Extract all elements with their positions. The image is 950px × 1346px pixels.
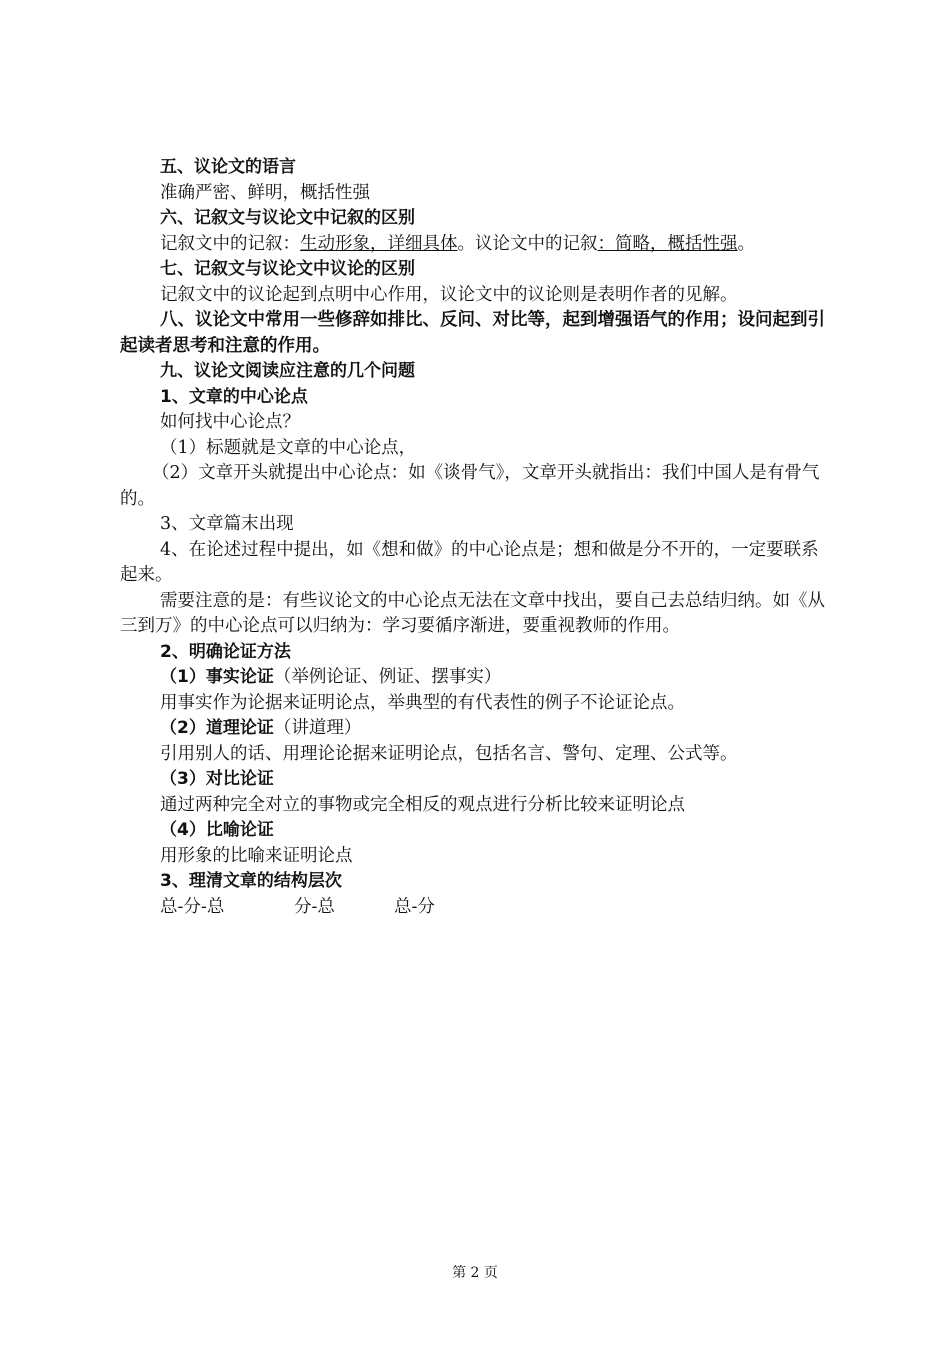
narrative-label: 记叙文中的记叙：	[160, 233, 300, 254]
section-7-title: 七、记叙文与议论文中议论的区别	[160, 259, 415, 279]
section-5-title: 五、议论文的语言	[160, 157, 296, 177]
point-1-title: 1、文章的中心论点	[160, 386, 308, 407]
section-9-title: 九、议论文阅读应注意的几个问题	[160, 361, 415, 381]
section-6-text	[160, 232, 828, 258]
section-7-text: 记叙文中的议论起到点明中心作用，议论文中的议论则是表明作者的见解。	[160, 284, 738, 305]
point-1-note: 需要注意的是：有些议论文的中心论点无法在文章中找出，要自己去总结归纳。如《从三到万》的中心论点可以归纳为：学习要循序渐进，要重视教师的作用。	[120, 590, 825, 636]
point-1-question: 如何找中心论点？	[160, 412, 300, 432]
method-1-text: 用事实作为论据来证明论点，举典型的有代表性的例子不论证论点。	[160, 692, 685, 713]
method-2-heading	[160, 716, 828, 742]
method-4-text: 用形象的比喻来证明论点	[160, 845, 353, 866]
structure-types	[160, 895, 828, 921]
method-2-text: 引用别人的话、用理论论据来证明论点，包括名言、警句、定理、公式等。	[160, 743, 738, 764]
section-6-title: 六、记叙文与议论文中记叙的区别	[160, 208, 415, 228]
page-number: 第 2 页	[452, 1265, 498, 1281]
structure-type: 总-分	[394, 896, 435, 917]
point-1-item-4: 4、在论述过程中提出，如《想和做》的中心论点是；想和做是分不开的，一定要联系起来。	[120, 539, 819, 585]
structure-type: 分-总	[294, 896, 335, 917]
method-1-note: （举例论证、例证、摆事实）	[273, 667, 502, 687]
method-2-note: （讲道理）	[273, 718, 362, 738]
point-2-title: 2、明确论证方法	[160, 641, 291, 662]
method-2-title: （2）道理论证	[160, 718, 274, 738]
method-1-title: （1）事实论证	[160, 667, 274, 687]
period: 。	[737, 233, 755, 254]
point-1-item-3: 3、文章篇末出现	[160, 514, 294, 534]
method-3-text: 通过两种完全对立的事物或完全相反的观点进行分析比较来证明论点	[160, 794, 685, 815]
method-3-title: （3）对比论证	[160, 769, 274, 789]
point-1-item-1: （1）标题就是文章的中心论点，	[160, 437, 417, 458]
method-4-title: （4）比喻论证	[160, 820, 274, 840]
document-body	[120, 155, 828, 920]
method-1-heading	[160, 665, 828, 691]
section-8-text: 八、议论文中常用一些修辞如排比、反问、对比等，起到增强语气的作用；设问起到引起读者思考和注意的作用。	[120, 310, 825, 356]
section-5-text: 准确严密、鲜明，概括性强	[160, 182, 370, 203]
structure-type: 总-分-总	[160, 896, 225, 917]
narrative-feature: 生动形象，详细具体	[300, 233, 458, 254]
argument-feature: ：简略，概括性强	[597, 233, 738, 254]
point-3-title: 3、理清文章的结构层次	[160, 871, 342, 891]
point-1-item-2: （2）文章开头就提出中心论点：如《谈骨气》，文章开头就指出：我们中国人是有骨气的。	[120, 463, 820, 509]
argument-label: 。议论文中的记叙	[457, 233, 598, 254]
